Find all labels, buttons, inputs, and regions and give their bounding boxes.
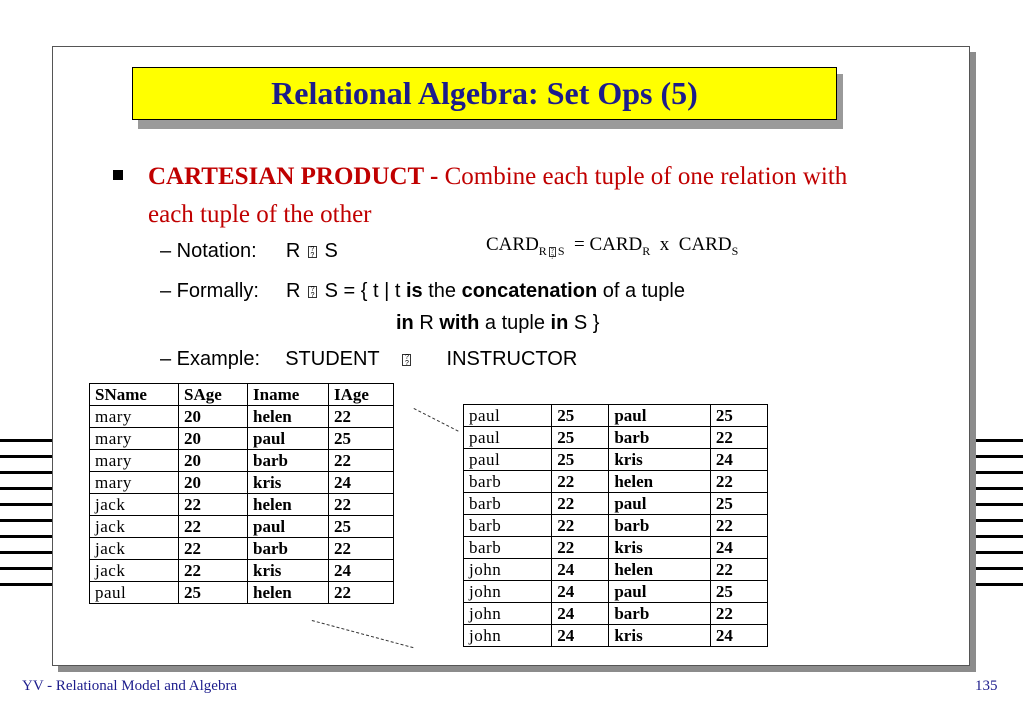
slide-title: Relational Algebra: Set Ops (5) [271,75,698,111]
table-cell: barb [248,538,329,560]
table-cell: 25 [329,516,394,538]
table-cell: kris [248,560,329,582]
product-symbol-icon: ? ? [550,247,554,262]
table-cell: 22 [329,538,394,560]
table-header-cell: SAge [179,384,248,406]
table-cell: paul [464,405,552,427]
table-cell: 20 [179,406,248,428]
formally-of-tuple: of a tuple [597,280,685,302]
formally-r2: R [413,312,440,334]
bullet-text: Combine each tuple of one relation with each tuple of the other [148,163,848,228]
table-cell: 25 [710,405,767,427]
table-cell: paul [609,581,710,603]
table-row [90,538,394,560]
formally-s-close: S } [568,312,600,334]
table-row [464,515,768,537]
table-cell: mary [90,428,179,450]
product-table-right [463,404,768,647]
formally-in-1: in [396,312,414,334]
table-cell: 22 [329,582,394,604]
table-cell: 22 [329,406,394,428]
table-cell: mary [90,450,179,472]
table-cell: 22 [552,537,609,559]
table-cell: 22 [710,559,767,581]
table-cell: barb [464,471,552,493]
table-cell: paul [90,582,179,604]
table-cell: 22 [179,538,248,560]
table-cell: 24 [710,537,767,559]
table-cell: 22 [179,560,248,582]
table-cell: barb [464,515,552,537]
formally-set-open: S = { t | t [324,280,406,302]
table-row [464,559,768,581]
notation-label: – Notation: [160,240,257,262]
table-cell: 20 [179,428,248,450]
example-student: STUDENT [285,348,380,370]
table-row [464,625,768,647]
table-cell: 22 [552,471,609,493]
table-cell: helen [609,471,710,493]
table-cell: barb [464,537,552,559]
table-row [90,582,394,604]
table-cell: 25 [329,428,394,450]
notation-line [160,240,338,263]
table-row [464,537,768,559]
table-cell: 25 [710,581,767,603]
table-cell: barb [248,450,329,472]
table-cell: 25 [552,427,609,449]
table-cell: helen [248,582,329,604]
table-cell: 25 [552,449,609,471]
table-cell: 22 [179,494,248,516]
example-instructor: INSTRUCTOR [446,348,578,370]
table-cell: 24 [329,560,394,582]
formally-r: R [286,280,301,302]
table-header-row [90,384,394,406]
table-header-cell: IAge [329,384,394,406]
table-cell: john [464,559,552,581]
table-cell: 25 [552,405,609,427]
table-cell: 22 [710,427,767,449]
example-line [160,348,577,371]
formally-with: with [439,312,480,334]
table-cell: 22 [552,493,609,515]
formally-a-tuple: a tuple [479,312,551,334]
table-cell: 22 [552,515,609,537]
formally-the: the [422,280,462,302]
product-table-left [89,383,394,604]
table-cell: john [464,603,552,625]
table-cell: john [464,581,552,603]
table-cell: helen [609,559,710,581]
table-cell: kris [248,472,329,494]
table-row [464,449,768,471]
table-cell: 20 [179,472,248,494]
left-decorative-stripes [0,439,52,599]
table-row [464,493,768,515]
card-sub-s: S [557,243,565,258]
table-row [90,472,394,494]
table-cell: 22 [710,603,767,625]
product-symbol-icon: ? ? [308,286,317,298]
formally-line-2 [396,312,599,335]
table-cell: paul [464,449,552,471]
bullet-square-icon [113,170,123,180]
table-cell: 22 [710,515,767,537]
card-formula [486,234,739,262]
table-cell: helen [248,494,329,516]
table-cell: jack [90,516,179,538]
table-row [464,427,768,449]
formally-line [160,280,685,303]
table-cell: paul [464,427,552,449]
formally-label: – Formally: [160,280,259,302]
table-row [464,405,768,427]
card-text-2: CARD [678,234,732,255]
table-cell: kris [609,625,710,647]
formally-in-2: in [550,312,569,334]
right-decorative-stripes [971,439,1023,599]
table-cell: 24 [552,603,609,625]
example-label: – Example: [160,348,261,370]
table-cell: 20 [179,450,248,472]
table-cell: paul [248,428,329,450]
table-cell: 22 [329,494,394,516]
table-cell: barb [609,603,710,625]
table-cell: paul [248,516,329,538]
card-times: x [659,234,670,255]
table-cell: jack [90,494,179,516]
table-header-cell: SName [90,384,179,406]
table-row [90,494,394,516]
table-cell: kris [609,449,710,471]
table-row [464,603,768,625]
main-bullet [148,158,888,234]
table-cell: barb [609,515,710,537]
product-symbol-icon: ? ? [402,354,411,366]
formally-is: is [405,280,423,302]
table-row [90,406,394,428]
table-row [464,471,768,493]
table-cell: paul [609,405,710,427]
table-cell: 24 [552,559,609,581]
table-cell: kris [609,537,710,559]
table-cell: 24 [552,581,609,603]
table-cell: mary [90,406,179,428]
table-row [464,581,768,603]
table-row [90,428,394,450]
table-cell: 24 [329,472,394,494]
page-number: 135 [975,678,998,694]
table-row [90,560,394,582]
table-cell: 24 [710,449,767,471]
table-cell: 25 [710,493,767,515]
table-header-cell: Iname [248,384,329,406]
table-cell: jack [90,538,179,560]
table-cell: john [464,625,552,647]
card-sub-s2: S [731,243,739,258]
card-eq: = CARD [574,234,643,255]
title-box [132,67,837,120]
card-text: CARD [486,234,539,255]
table-cell: barb [609,427,710,449]
table-row [90,450,394,472]
table-cell: helen [248,406,329,428]
formally-concatenation: concatenation [461,280,598,302]
table-cell: 24 [552,625,609,647]
table-cell: 24 [710,625,767,647]
card-sub-r2: R [642,243,651,258]
table-cell: jack [90,560,179,582]
notation-r: R [285,240,301,262]
notation-s: S [324,240,338,262]
table-cell: barb [464,493,552,515]
table-cell: mary [90,472,179,494]
footer-text: YV - Relational Model and Algebra [22,678,238,694]
bullet-heading: CARTESIAN PRODUCT - [148,163,439,190]
table-cell: 22 [179,516,248,538]
table-cell: 22 [710,471,767,493]
card-sub-r: R [538,243,547,258]
product-symbol-icon: ? ? [308,246,317,258]
table-row [90,516,394,538]
table-cell: 22 [329,450,394,472]
table-cell: 25 [179,582,248,604]
table-cell: paul [609,493,710,515]
